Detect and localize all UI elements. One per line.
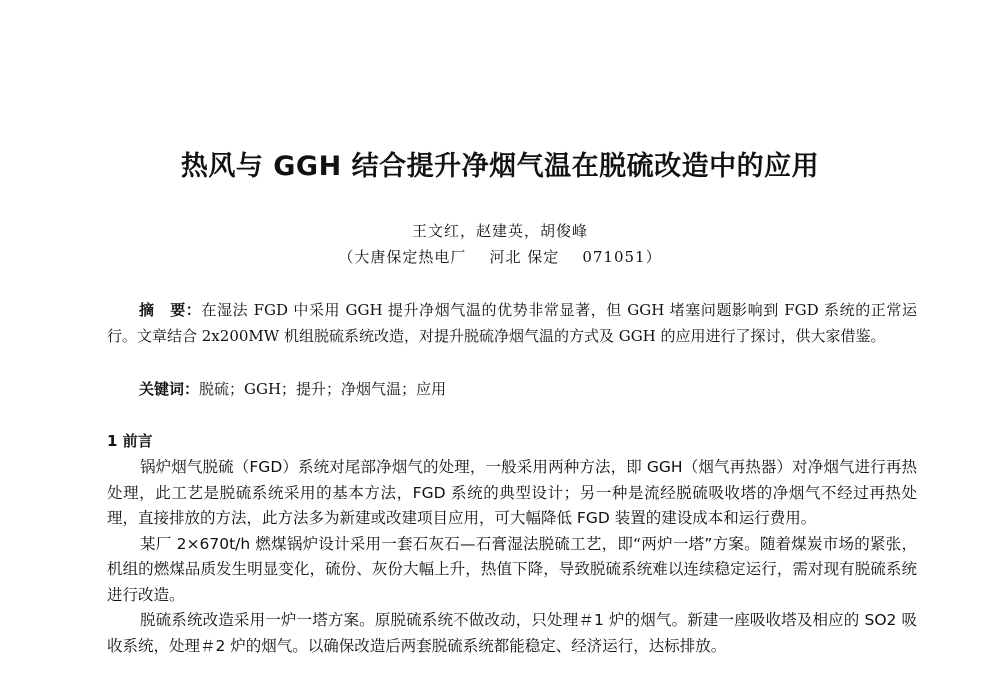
keywords-text: 脱硫；GGH；提升；净烟气温；应用 — [199, 380, 447, 398]
author-list: 王文红，赵建英，胡俊峰 — [411, 222, 588, 240]
author-affiliation: （大唐保定热电厂 河北 保定 071051） — [338, 248, 662, 266]
abstract-label: 摘 要： — [139, 301, 202, 319]
paragraph: 脱硫系统改造采用一炉一塔方案。原脱硫系统不做改动，只处理＃1 炉的烟气。新建一座吸收塔及相应的 SO2 吸收系统，处理＃2 炉的烟气。以确保改造后两套脱硫系统都能稳定、经济运行，达标排放。 — [107, 611, 917, 655]
abstract-text: 在湿法 FGD 中采用 GGH 提升净烟气温的优势非常显著，但 GGH 堵塞问题影响到 FGD 系统的正常运行。文章结合 2x200MW 机组脱硫系统改造，对提升脱硫净烟气温的方式及 GGH 的应用进行了探讨，供大家借鉴。 — [107, 301, 917, 345]
paper-title: 热风与 GGH 结合提升净烟气温在脱硫改造中的应用 — [180, 151, 820, 182]
keywords — [139, 377, 919, 401]
paragraph: 锅炉烟气脱硫（FGD）系统对尾部净烟气的处理，一般采用两种方法，即 GGH（烟气再热器）对净烟气进行再热处理，此工艺是脱硫系统采用的基本方法，FGD 系统的典型设计；另一种是流经脱硫吸收塔的净烟气不经过再热处理，直接排放的方法，此方法多为新建或改建项目应用，可大幅降低 FGD 装置的建设成本和运行费用。 — [107, 458, 917, 527]
section-body-introduction — [107, 455, 917, 659]
section-heading-introduction: 1 前言 — [107, 432, 153, 450]
paragraph: 某厂 2×670t/h 燃煤锅炉设计采用一套石灰石—石膏湿法脱硫工艺，即“两炉一塔”方案。随着煤炭市场的紧张，机组的燃煤品质发生明显变化，硫份、灰份大幅上升，热值下降，导致脱硫系统难以连续稳定运行，需对现有脱硫系统进行改造。 — [107, 534, 917, 604]
abstract — [107, 297, 917, 349]
keywords-label: 关键词： — [139, 380, 200, 398]
